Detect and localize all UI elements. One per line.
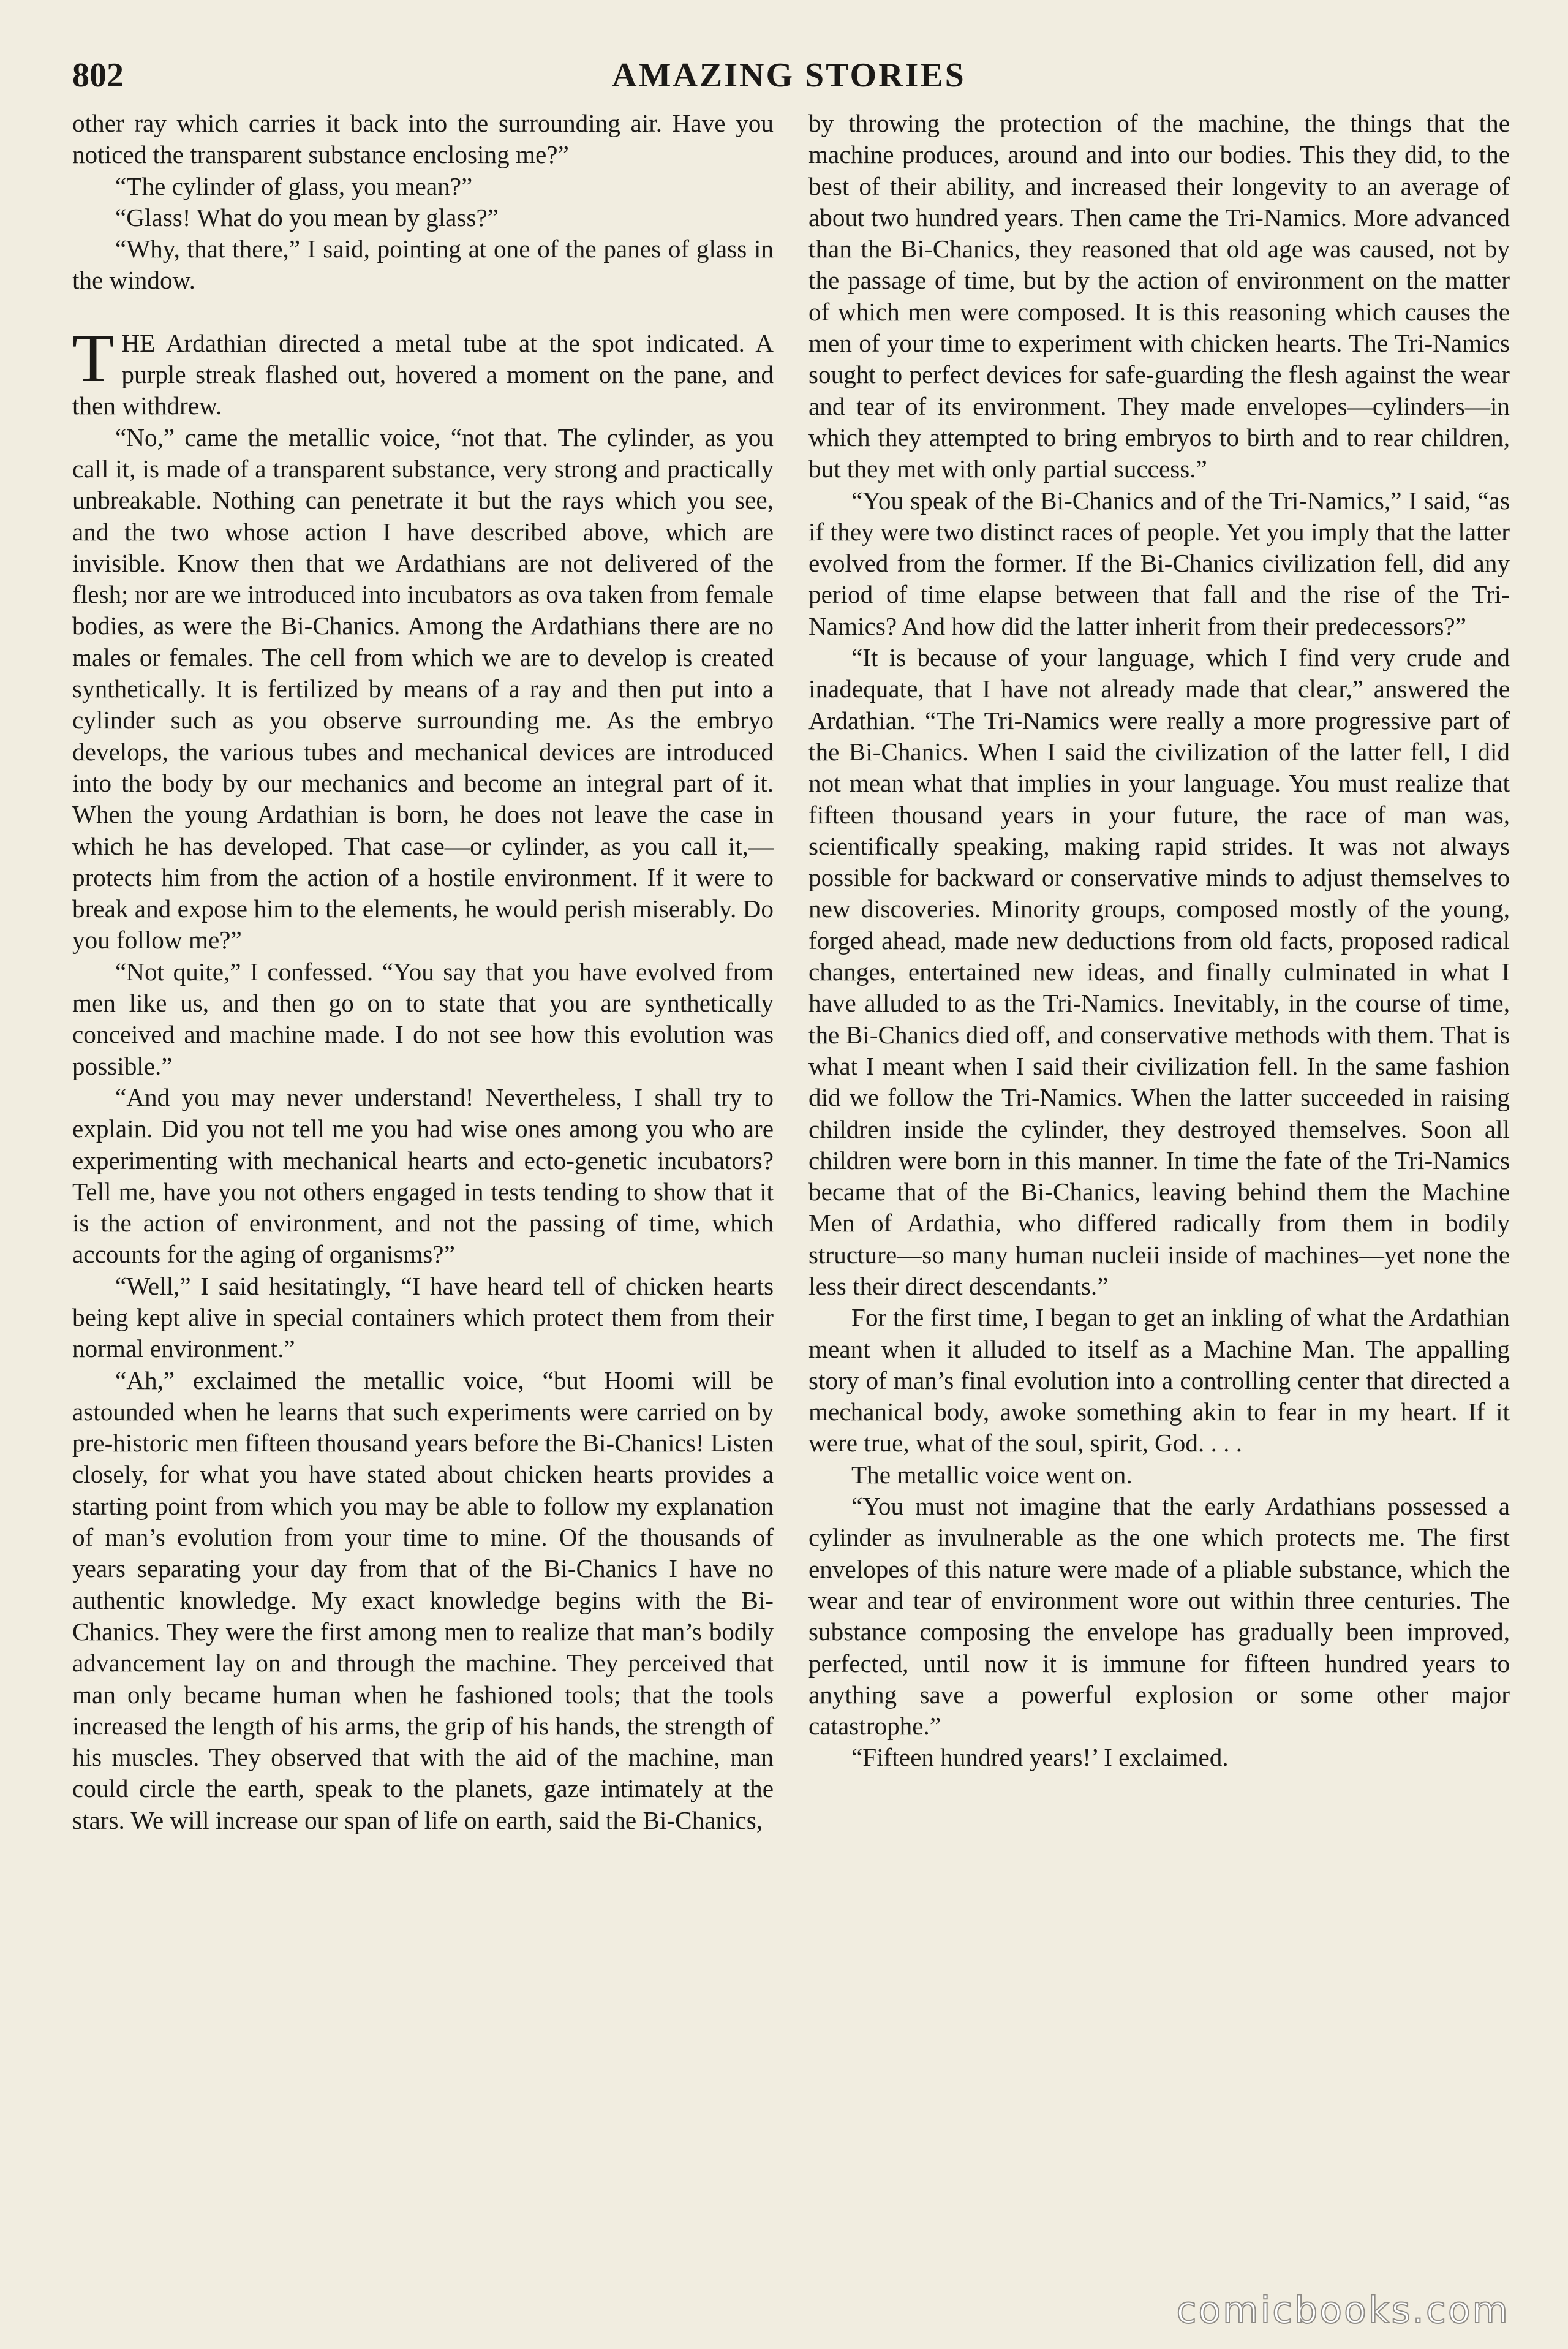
site-watermark: comicbooks.com [1176, 2289, 1510, 2332]
paragraph: “The cylinder of glass, you mean?” [115, 172, 473, 200]
right-column [809, 108, 1510, 2277]
paragraph: “You must not imagine that the early Ardathians possessed a cylinder as invulnerable as the one which protects me. The first envelopes of this nature were made of a pliable substance, which the wear and tear of environment wore out within three centuries. The substance composing the envelope has gradually been improved, perfected, until now it is immune for fifteen hundred years to anything save a powerful explosion or some other major catastrophe.” [809, 1492, 1510, 1741]
paragraph: “Ah,” exclaimed the metallic voice, “but Hoomi will be astounded when he learns that such experiments were carried on by pre-historic men fifteen thousand years before the Bi-Chanics! Listen closely, for what you have stated about chicken hearts provides a starting point from which you may be able to follow my explanation of man’s evolution from your time to mine. Of the thousands of years separating your day from that of the Bi-Chanics I have no authentic knowledge. My exact knowledge begins with the Bi-Chanics. They were the first among men to realize that man’s bodily advancement lay on and through the machine. They perceived that man only became human when he fashioned tools; that the tools increased the length of his arms, the grip of his hands, the strength of his muscles. They observed that with the aid of the machine, man could circle the earth, speak to the planets, gaze intimately at the stars. We will increase our span of life on earth, said the Bi-Chanics, [72, 1366, 774, 1834]
paragraph: “Not quite,” I confessed. “You say that you have evolved from men like us, and then go on to state that you are synthetically conceived and machine made. I do not see how this evolution was possible.” [72, 957, 774, 1080]
paragraph: “No,” came the metallic voice, “not that. The cylinder, as you call it, is made of a transparent substance, very strong and practically unbreakable. Nothing can penetrate it but the rays which you see, and the two whose action I have described above, which are invisible. Know then that we Ardathians are not delivered of the flesh; nor are we introduced into incubators as ova taken from female bodies, as were the Bi-Chanics. Among the Ardathians there are no males or females. The cell from which we are to develop is created synthetically. It is fertilized by means of a ray and then put into a cylinder such as you observe surrounding me. As the embryo develops, the various tubes and mechanical devices are introduced into the body by our mechanics and become an integral part of it. When the young Ardathian is born, he does not leave the case in which he has developed. That case—or cylinder, as you call it,—protects him from the action of a hostile environment. If it were to break and expose him to the elements, he would perish miserably. Do you follow me?” [72, 423, 774, 955]
paragraph: The metallic voice went on. [851, 1460, 1133, 1489]
page-number: 802 [72, 56, 124, 94]
paragraph: “And you may never understand! Nevertheless, I shall try to explain. Did you not tell me you had wise ones among you who are experimenting with mechanical hearts and ecto-genetic incubators? Tell me, have you not others engaged in tests tending to show that it is the action of environment, and not the passing of time, which accounts for the aging of organisms?” [72, 1083, 774, 1269]
paragraph: “Glass! What do you mean by glass?” [115, 203, 499, 232]
section-opening-text: HE Ardathian directed a metal tube at the spot indicated. A purple streak flashed out, hovered a moment on the pane, and then withdrew. [72, 328, 774, 420]
paragraph: “It is because of your language, which I find very crude and inadequate, that I have not already made that clear,” answered the Ardathian. “The Tri-Namics were really a more progressive part of the Bi-Chanics. When I said the civilization of the latter fell, I did not mean what that implies in your language. You must realize that fifteen thousand years in your future, the race of man was, scientifically speaking, making rapid strides. It was not always possible for backward or conservative minds to adjust themselves to new discoveries. Minority groups, composed mostly of the young, forged ahead, made new deductions from old facts, proposed radical changes, entertained new ideas, and finally culminated in what I have alluded to as the Tri-Namics. Inevitably, in the course of time, the Bi-Chanics died off, and conservative methods with them. That is what I meant when I said their civilization fell. In the same fashion did we follow the Tri-Namics. When the latter succeeded in raising children inside the cylinder, they destroyed themselves. Soon all children were born in this manner. In time the fate of the Tri-Namics became that of the Bi-Chanics, leaving behind them the Machine Men of Ardathia, who differed radically from them in bodily structure—so many human nucleii inside of machines—yet none the less their direct descendants.” [809, 643, 1510, 1300]
drop-cap: T [72, 320, 115, 396]
paragraph: “Fifteen hundred years!’ I exclaimed. [851, 1743, 1229, 1772]
left-column [72, 108, 774, 2277]
paragraph: other ray which carries it back into the surrounding air. Have you noticed the transparent substance enclosing me?” [72, 109, 774, 169]
paragraph: For the first time, I began to get an inkling of what the Ardathian meant when it alluded to itself as a Machine Man. The appalling story of man’s final evolution into a controlling center that directed a mechanical body, awoke something akin to fear in my heart. If it were true, what of the soul, spirit, God. . . . [809, 1303, 1510, 1458]
page-header [72, 48, 1506, 103]
paragraph: “You speak of the Bi-Chanics and of the Tri-Namics,” I said, “as if they were two distinct races of people. Yet you imply that the latter evolved from the former. If the Bi-Chanics civilization fell, did any period of time elapse between that fall and the rise of the Tri-Namics? And how did the latter inherit from their predecessors?” [809, 486, 1510, 640]
paragraph: “Why, that there,” I said, pointing at one of the panes of glass in the window. [72, 235, 774, 295]
paragraph: “Well,” I said hesitatingly, “I have heard tell of chicken hearts being kept alive in special containers which protect them from their normal environment.” [72, 1271, 774, 1363]
section-opening-paragraph [72, 320, 774, 422]
running-title: AMAZING STORIES [612, 56, 966, 94]
paragraph: by throwing the protection of the machine, the things that the machine produces, around and into our bodies. This they did, to the best of their ability, and increased their longevity to an average of about two hundred years. Then came the Tri-Namics. More advanced than the Bi-Chanics, they reasoned that old age was caused, not by the passage of time, but by the action of environment on the matter of which men were composed. It is this reasoning which causes the men of your time to experiment with chicken hearts. The Tri-Namics sought to perfect devices for safe-guarding the flesh against the wear and tear of its environment. They made envelopes—cylinders—in which they attempted to bring embryos to birth and to rear children, but they met with only partial success.” [809, 109, 1510, 483]
